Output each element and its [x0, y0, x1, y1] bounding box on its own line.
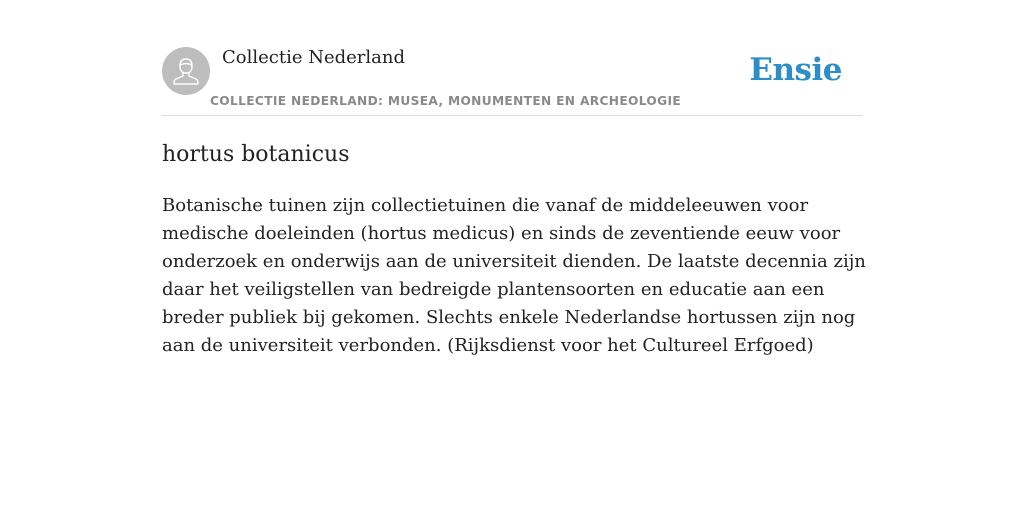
ensie-logo[interactable]: Ensie: [749, 52, 842, 88]
entry-term: hortus botanicus: [162, 142, 350, 167]
user-silhouette-icon: [162, 47, 210, 95]
avatar[interactable]: [162, 47, 210, 95]
source-subtitle[interactable]: COLLECTIE NEDERLAND: MUSEA, MONUMENTEN EN ARCHEOLOGIE: [210, 94, 682, 108]
author-name[interactable]: Collectie Nederland: [222, 47, 406, 68]
entry-header: [162, 0, 862, 116]
entry-definition: Botanische tuinen zijn collectietuinen die vanaf de middeleeuwen voor medische doeleinden (hortus medicus) en sinds de zeventiende eeuw voor onderzoek en onderwijs aan de universiteit dienden. De laatste decennia zijn daar het veiligstellen van bedreigde plantensoorten en educatie aan een breder publiek bij gekomen. Slechts enkele Nederlandse hortussen zijn nog aan de universiteit verbonden. (Rijksdienst voor het Cultureel Erfgoed): [162, 195, 866, 356]
entry-card: [162, 0, 866, 356]
